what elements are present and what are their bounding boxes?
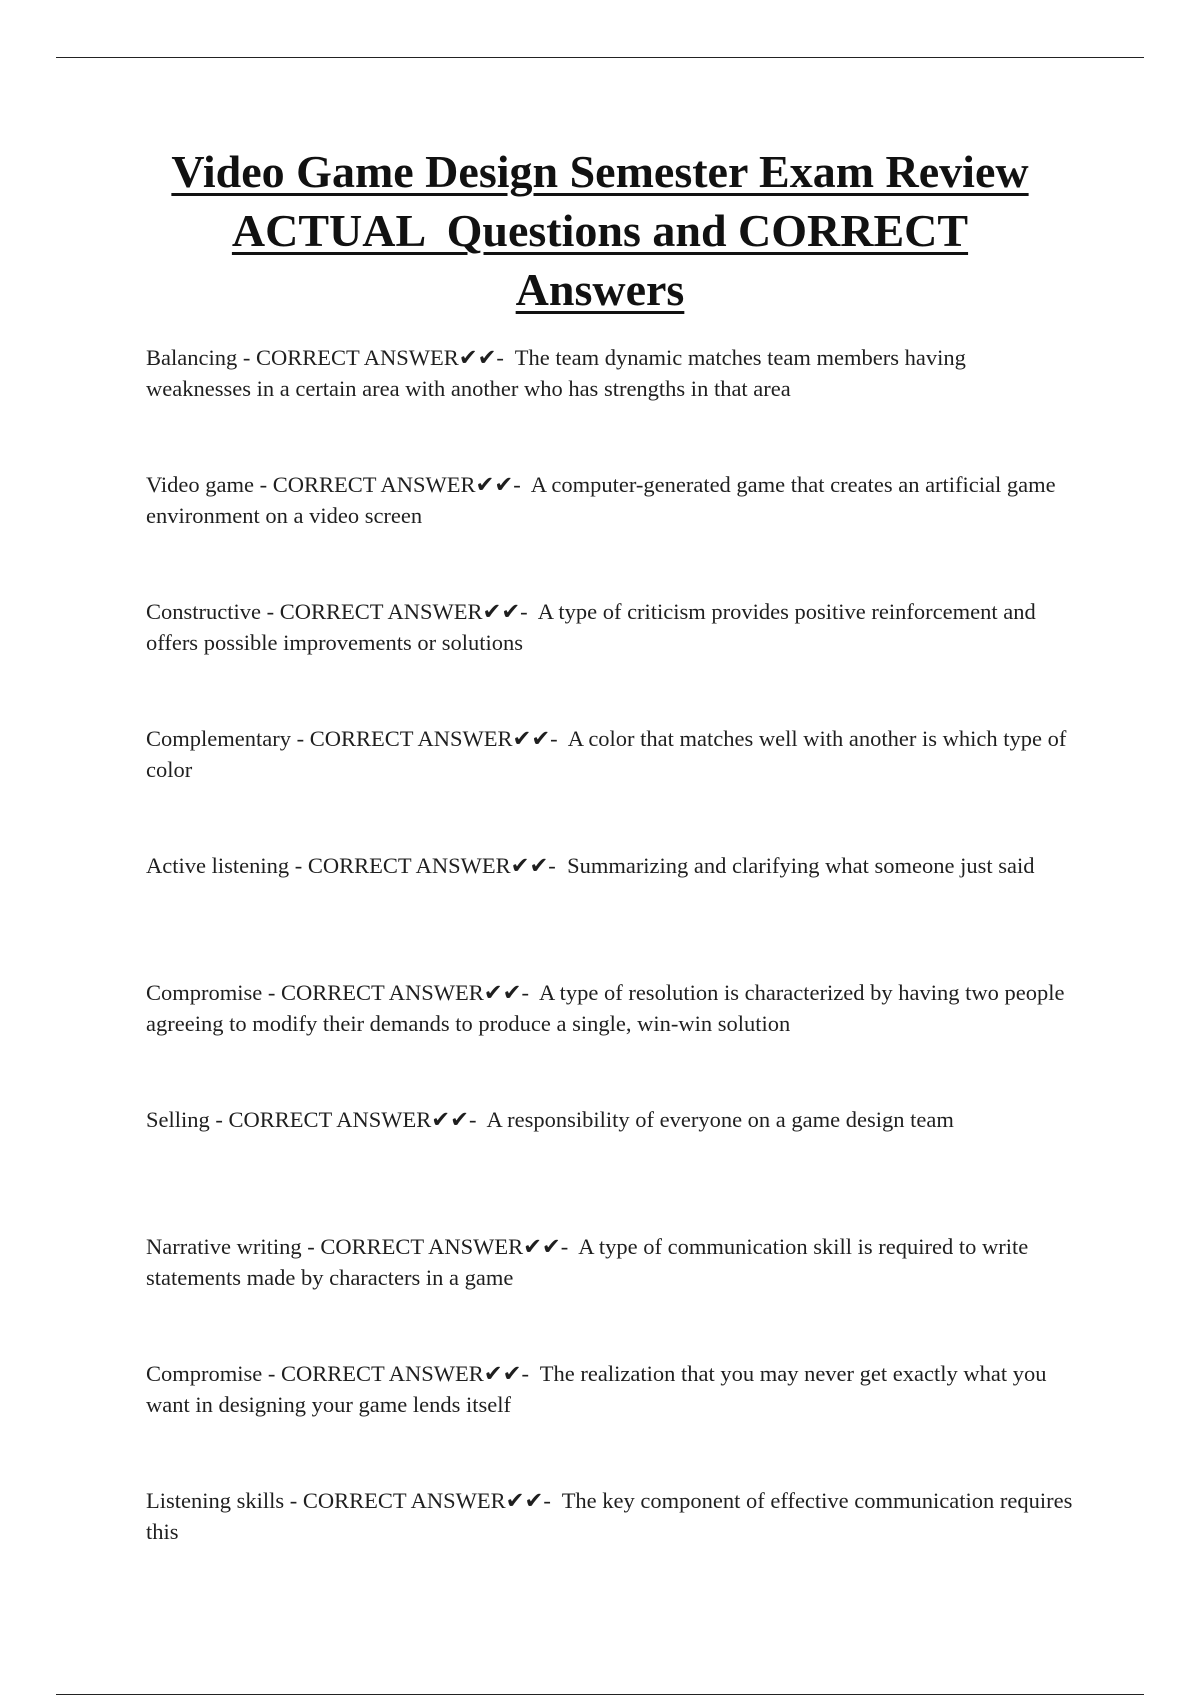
qa-item: Complementary - CORRECT ANSWER✔✔- A color that matches well with another is which type of color	[146, 726, 1067, 782]
qa-term: Active listening	[146, 853, 290, 878]
qa-definition: The key component of effective communication requires this	[146, 1488, 1073, 1544]
qa-item: Selling - CORRECT ANSWER✔✔- A responsibility of everyone on a game design team	[146, 1107, 954, 1132]
answer-marker: CORRECT ANSWER✔✔-	[281, 1361, 529, 1386]
answer-marker: CORRECT ANSWER✔✔-	[309, 726, 558, 751]
qa-item: Balancing - CORRECT ANSWER✔✔- The team dynamic matches team members having weaknesses in a certain area with another who has strengths in that area	[146, 345, 966, 401]
qa-term: Constructive	[146, 599, 261, 624]
answer-marker: CORRECT ANSWER✔✔-	[279, 599, 528, 624]
qa-item: Compromise - CORRECT ANSWER✔✔- The realization that you may never get exactly what you want in designing your game lends itself	[146, 1361, 1047, 1417]
answer-marker: CORRECT ANSWER✔✔-	[281, 980, 529, 1005]
title-line-2: ACTUAL Questions and CORRECT	[231, 205, 969, 256]
answer-marker: CORRECT ANSWER✔✔-	[228, 1107, 477, 1132]
document-title	[100, 142, 1100, 319]
qa-definition: The realization that you may never get exactly what you want in designing your game lends itself	[146, 1361, 1047, 1417]
bottom-divider	[56, 1694, 1144, 1695]
qa-definition: The team dynamic matches team members having weaknesses in a certain area with another who has strengths in that area	[146, 345, 966, 401]
qa-definition: A computer-generated game that creates an artificial game environment on a video screen	[146, 472, 1056, 528]
qa-definition: A color that matches well with another is which type of color	[146, 726, 1067, 782]
qa-item: Video game - CORRECT ANSWER✔✔- A computer-generated game that creates an artificial game environment on a video screen	[146, 472, 1056, 528]
qa-item: Constructive - CORRECT ANSWER✔✔- A type of criticism provides positive reinforcement and offers possible improvements or solutions	[146, 599, 1036, 655]
qa-item: Compromise - CORRECT ANSWER✔✔- A type of resolution is characterized by having two people agreeing to modify their demands to produce a single, win-win solution	[146, 980, 1065, 1036]
qa-list	[146, 342, 1076, 1612]
answer-marker: CORRECT ANSWER✔✔-	[320, 1234, 569, 1259]
qa-term: Balancing	[146, 345, 238, 370]
qa-definition: A type of criticism provides positive reinforcement and offers possible improvements or solutions	[146, 599, 1036, 655]
answer-marker: CORRECT ANSWER✔✔-	[272, 472, 521, 497]
qa-definition: A type of communication skill is required to write statements made by characters in a game	[146, 1234, 1029, 1290]
qa-item: Active listening - CORRECT ANSWER✔✔- Summarizing and clarifying what someone just said	[146, 853, 1035, 878]
qa-definition: Summarizing and clarifying what someone just said	[567, 853, 1035, 878]
qa-term: Listening skills	[146, 1488, 285, 1513]
answer-marker: CORRECT ANSWER✔✔-	[255, 345, 504, 370]
qa-term: Narrative writing	[146, 1234, 302, 1259]
title-line-1: Video Game Design Semester Exam Review	[171, 146, 1029, 197]
qa-term: Video game	[146, 472, 254, 497]
answer-marker: CORRECT ANSWER✔✔-	[302, 1488, 551, 1513]
qa-item: Narrative writing - CORRECT ANSWER✔✔- A type of communication skill is required to write statements made by characters in a game	[146, 1234, 1029, 1290]
answer-marker: CORRECT ANSWER✔✔-	[307, 853, 556, 878]
qa-term: Selling	[146, 1107, 210, 1132]
qa-term: Complementary	[146, 726, 291, 751]
qa-definition: A type of resolution is characterized by having two people agreeing to modify their demands to produce a single, win-win solution	[146, 980, 1065, 1036]
qa-item: Listening skills - CORRECT ANSWER✔✔- The key component of effective communication requires this	[146, 1488, 1073, 1544]
qa-term: Compromise	[146, 980, 263, 1005]
qa-term: Compromise	[146, 1361, 263, 1386]
title-line-3: Answers	[515, 264, 685, 315]
qa-definition: A responsibility of everyone on a game design team	[486, 1107, 954, 1132]
top-divider	[56, 57, 1144, 58]
